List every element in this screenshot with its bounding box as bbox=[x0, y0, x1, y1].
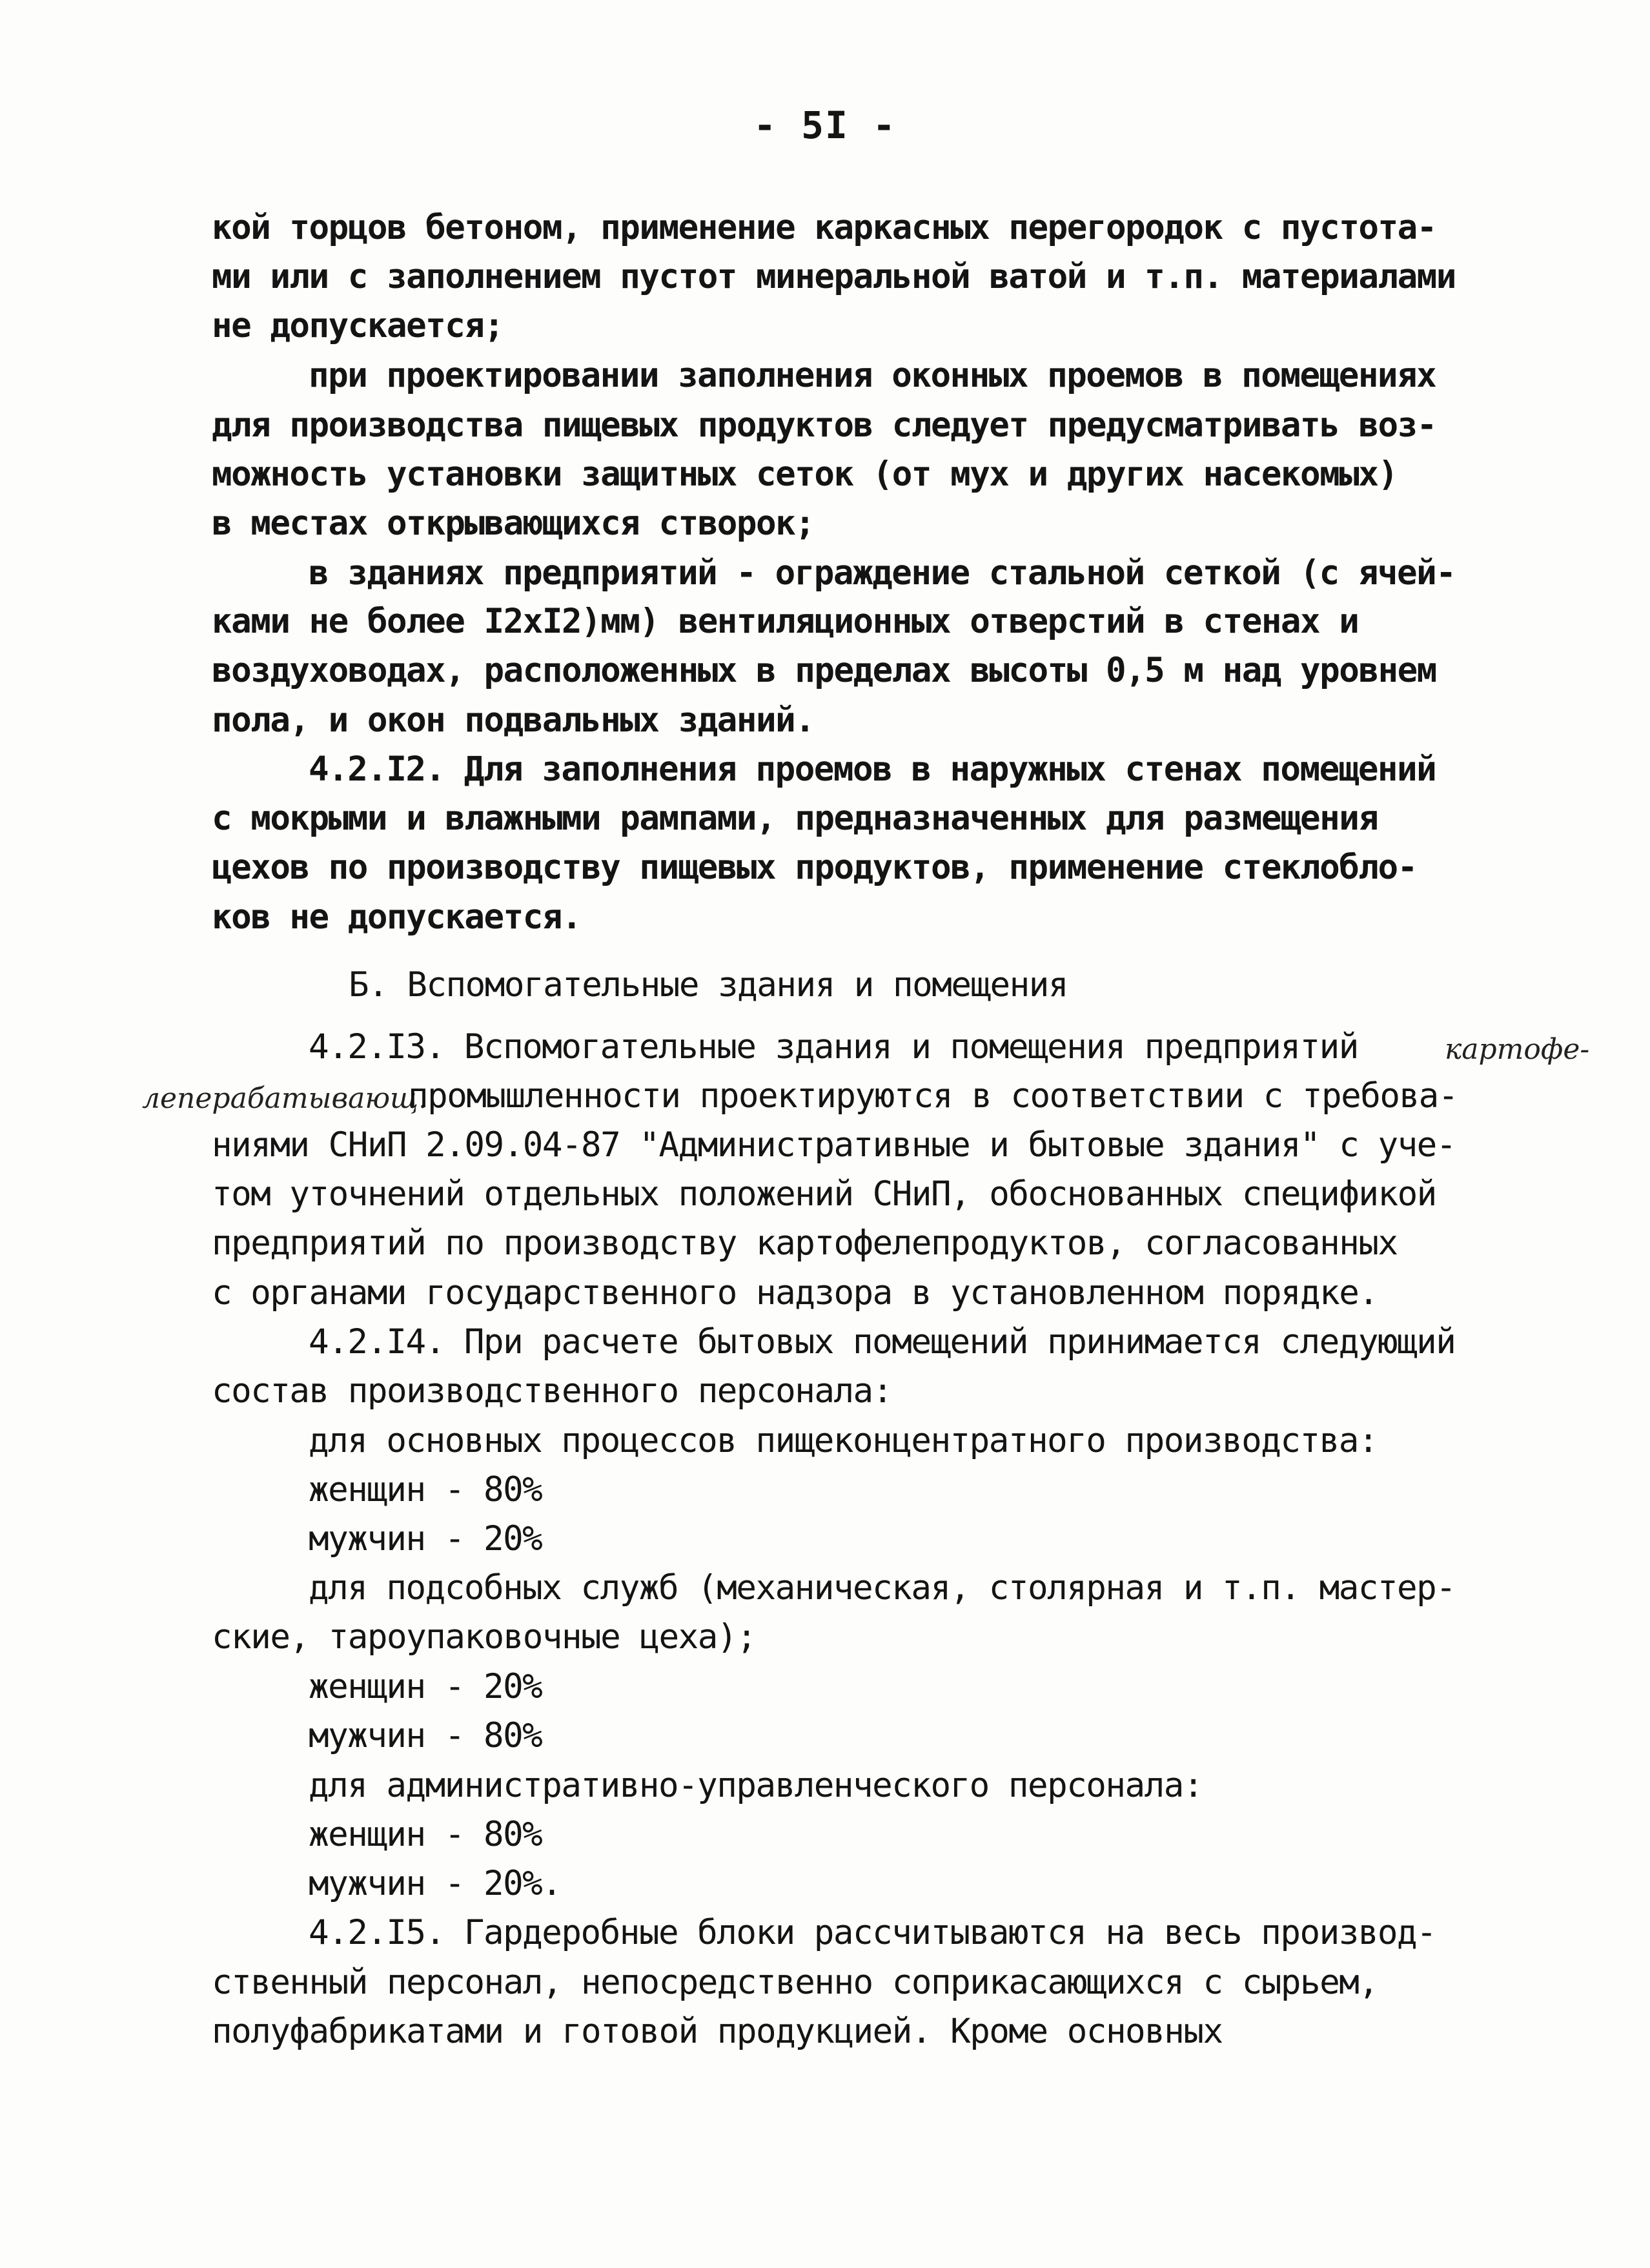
text-line: для основных процессов пищеконцентратного производства: bbox=[309, 1421, 1378, 1460]
text-line: цехов по производству пищевых продуктов, применение стеклобло- bbox=[212, 848, 1417, 887]
text-line: состав производственного персонала: bbox=[212, 1371, 892, 1411]
text-line: ские, тароупаковочные цеха); bbox=[212, 1617, 757, 1657]
section-heading: Б. Вспомогательные здания и помещения bbox=[349, 965, 1068, 1005]
text-line: 4.2.I2. Для заполнения проемов в наружных стенах помещений bbox=[309, 750, 1436, 789]
text-line: женщин - 80% bbox=[309, 1470, 542, 1509]
text-line: женщин - 20% bbox=[309, 1667, 542, 1706]
text-line: для подсобных служб (механическая, столярная и т.п. мастер- bbox=[309, 1568, 1456, 1608]
handwritten-insertion: леперабатывающ. bbox=[142, 1082, 428, 1115]
text-line: женщин - 80% bbox=[309, 1815, 542, 1854]
text-line: для административно-управленческого персонала: bbox=[309, 1766, 1203, 1805]
page-number: - 5I - bbox=[753, 103, 897, 147]
text-line: мужчин - 20% bbox=[309, 1519, 542, 1558]
text-line: полуфабрикатами и готовой продукцией. Кроме основных bbox=[212, 2012, 1223, 2051]
text-line: мужчин - 80% bbox=[309, 1716, 542, 1755]
text-line: пола, и окон подвальных зданий. bbox=[212, 700, 815, 740]
text-line: с мокрыми и влажными рампами, предназначенных для размещения bbox=[212, 799, 1378, 838]
text-line: ков не допускается. bbox=[212, 897, 582, 937]
text-line: не допускается; bbox=[212, 306, 504, 345]
text-line: промышленности проектируются в соответствии с требова- bbox=[408, 1076, 1458, 1116]
text-line: ми или с заполнением пустот минеральной ватой и т.п. материалами bbox=[212, 257, 1456, 296]
text-line: в местах открывающихся створок; bbox=[212, 504, 815, 543]
text-line: мужчин - 20%. bbox=[309, 1864, 562, 1903]
text-line: том уточнений отдельных положений СНиП, обоснованных спецификой bbox=[212, 1174, 1436, 1214]
text-line: можность установки защитных сеток (от мух и других насекомых) bbox=[212, 455, 1398, 494]
text-line: воздуховодах, расположенных в пределах высоты 0,5 м над уровнем bbox=[212, 651, 1436, 690]
text-line: предприятий по производству картофелепродуктов, согласованных bbox=[212, 1223, 1398, 1263]
text-line: в зданиях предприятий - ограждение стальной сеткой (с ячей- bbox=[309, 553, 1456, 593]
text-line: с органами государственного надзора в установленном порядке. bbox=[212, 1273, 1378, 1313]
text-line: при проектировании заполнения оконных проемов в помещениях bbox=[309, 356, 1436, 395]
text-line: ниями СНиП 2.09.04-87 "Административные и бытовые здания" с уче- bbox=[212, 1125, 1456, 1165]
text-line: 4.2.I3. Вспомогательные здания и помещения предприятий bbox=[309, 1027, 1358, 1067]
text-line: ками не более I2хI2)мм) вентиляционных отверстий в стенах и bbox=[212, 602, 1359, 641]
text-line: для производства пищевых продуктов следует предусматривать воз- bbox=[212, 405, 1436, 445]
text-line: 4.2.I5. Гардеробные блоки рассчитываются на весь производ- bbox=[309, 1913, 1436, 1952]
text-line: ственный персонал, непосредственно соприкасающихся с сырьем, bbox=[212, 1963, 1378, 2002]
handwritten-insertion: картофе- bbox=[1445, 1033, 1590, 1066]
text-line: кой торцов бетоном, применение каркасных перегородок с пустота- bbox=[212, 208, 1436, 247]
text-line: 4.2.I4. При расчете бытовых помещений принимается следующий bbox=[309, 1322, 1456, 1362]
